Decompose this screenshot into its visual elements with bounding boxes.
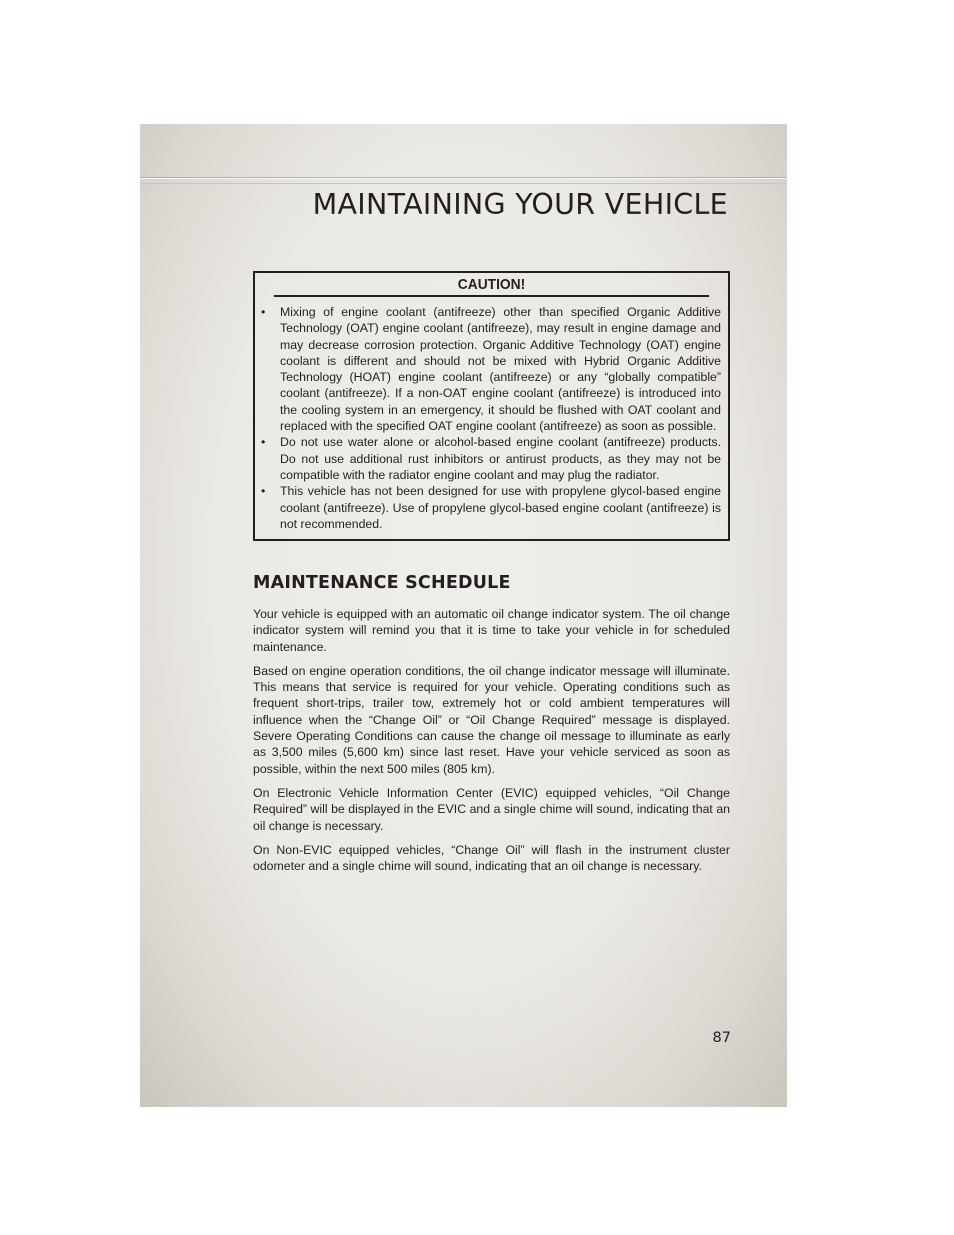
header-rule bbox=[140, 177, 787, 179]
body-paragraph: On Electronic Vehicle Information Center (EVIC) equipped vehicles, “Oil Change Required” will be displayed in the EVIC and a single chime will sound, indicating that an oil change is necessary. bbox=[253, 785, 730, 833]
maintenance-schedule-heading: MAINTENANCE SCHEDULE bbox=[253, 573, 511, 593]
body-paragraph: Your vehicle is equipped with an automatic oil change indicator system. The oil change indicator system will remind you that it is time to take your vehicle in for scheduled maintenance. bbox=[253, 607, 730, 654]
bullet-icon: • bbox=[261, 305, 266, 319]
header-rule-secondary bbox=[140, 183, 787, 184]
caution-list bbox=[255, 297, 728, 539]
page-number: 87 bbox=[712, 1030, 731, 1046]
section-title: MAINTAINING YOUR VEHICLE bbox=[312, 188, 728, 221]
body-paragraph: On Non-EVIC equipped vehicles, “Change Oil” will flash in the instrument cluster odometer and a single chime will sound, indicating that an oil change is necessary. bbox=[253, 842, 730, 874]
caution-item bbox=[255, 304, 721, 434]
body-paragraph: Based on engine operation conditions, the oil change indicator message will illuminate. This means that service is required for your vehicle. Operating conditions such as frequent short-trips, trailer tow, extremely hot or cold ambient temperatures will influence when the “Change Oil” or “Oil Change Required” message is displayed. Severe Operating Conditions can cause the change oil message to illuminate as early as 3,500 miles (5,600 km) since last reset. Have your vehicle serviced as soon as possible, within the next 500 miles (805 km). bbox=[253, 663, 730, 776]
caution-item bbox=[255, 434, 721, 483]
maintenance-body bbox=[253, 606, 730, 882]
caution-item-text: Mixing of engine coolant (antifreeze) other than specified Organic Additive Technology (OAT) engine coolant (antifreeze), may result in engine damage and may decrease corrosion protection. Organic Additive Technology (OAT) engine coolant is different and should not be mixed with Hybrid Organic Additive Technology (HOAT) engine coolant (antifreeze) or any “globally compatible” coolant (antifreeze). If a non-OAT engine coolant (antifreeze) is introduced into the cooling system in an emergency, it should be flushed with OAT coolant and replaced with the specified OAT engine coolant (antifreeze) as soon as possible. bbox=[280, 305, 721, 434]
caution-item-text: Do not use water alone or alcohol-based engine coolant (antifreeze) products. Do not use additional rust inhibitors or antirust products, as they may not be compatible with the radiator engine coolant and may plug the radiator. bbox=[280, 435, 721, 482]
bullet-icon: • bbox=[261, 435, 266, 450]
caution-heading: CAUTION! bbox=[274, 273, 709, 297]
caution-item-text: This vehicle has not been designed for use with propylene glycol-based engine coolant (antifreeze). Use of propylene glycol-based engine coolant (antifreeze) is not recommended. bbox=[280, 484, 721, 531]
manual-page bbox=[140, 124, 787, 1107]
caution-box bbox=[253, 271, 730, 541]
bullet-icon: • bbox=[261, 484, 266, 499]
caution-item bbox=[255, 483, 721, 532]
